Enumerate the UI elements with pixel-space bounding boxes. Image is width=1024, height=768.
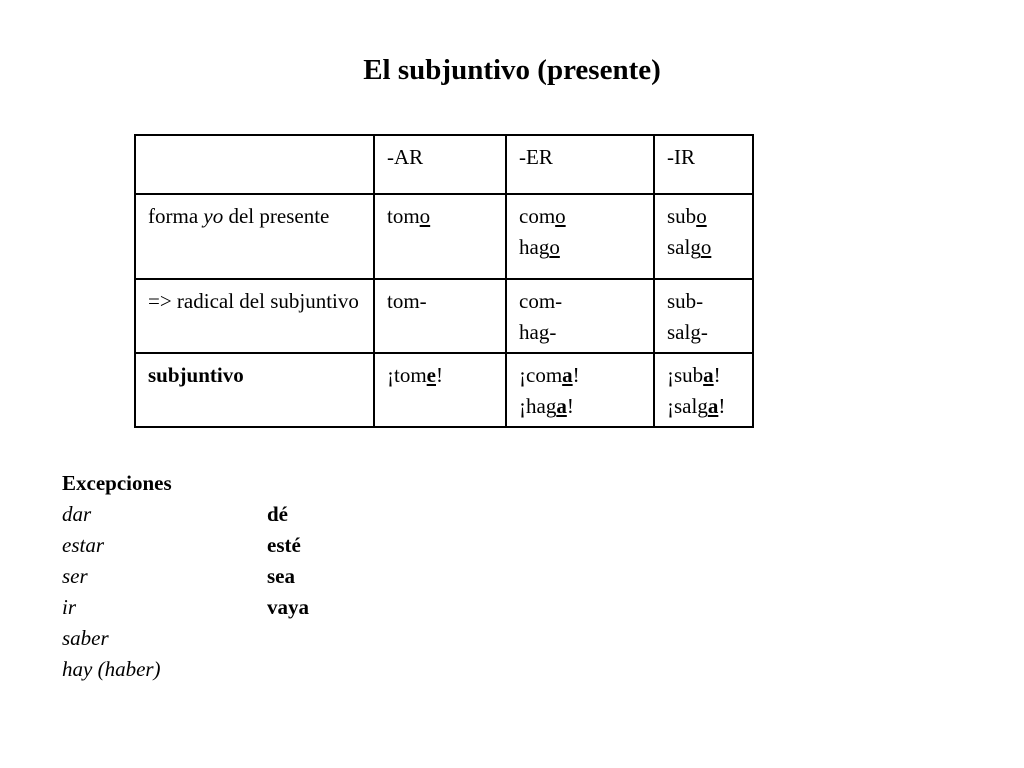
cell-yo-ir <box>654 194 753 279</box>
word-suba <box>667 360 740 391</box>
prefix: ¡tom <box>387 363 427 387</box>
cell-subj-ir <box>654 353 753 427</box>
table-row-radical <box>135 279 753 353</box>
exception-row <box>62 530 309 561</box>
exception-infinitive: dar <box>62 502 92 526</box>
table-header-row <box>135 135 753 194</box>
label-yo-pre: forma <box>148 204 204 228</box>
exception-row <box>62 561 309 592</box>
table-row-subjuntivo <box>135 353 753 427</box>
suffix: ! <box>718 394 726 418</box>
radical-salg: salg- <box>667 320 708 344</box>
ending: a <box>703 363 714 387</box>
label-yo-italic: yo <box>203 204 224 228</box>
word-tomo <box>387 201 493 232</box>
prefix: ¡com <box>519 363 563 387</box>
stem: hag <box>519 235 550 259</box>
table-corner-cell <box>135 135 374 194</box>
ending: o <box>549 235 560 259</box>
stem: salg <box>667 235 701 259</box>
suffix: ! <box>572 363 580 387</box>
ending: e <box>426 363 436 387</box>
exception-infinitive: saber <box>62 626 109 650</box>
exceptions-section <box>62 468 309 685</box>
word-salga <box>667 391 740 422</box>
row-label-yo-form <box>135 194 374 279</box>
prefix: ¡hag <box>519 394 557 418</box>
exception-row <box>62 654 309 685</box>
cell-subj-er <box>506 353 654 427</box>
cell-radical-ar <box>374 279 506 353</box>
ending: a <box>556 394 567 418</box>
ending: o <box>700 235 712 259</box>
prefix: ¡salg <box>667 394 708 418</box>
exceptions-heading: Excepciones <box>62 471 172 495</box>
label-yo-post: del presente <box>223 204 330 228</box>
cell-subj-ar <box>374 353 506 427</box>
word-haga <box>519 391 641 422</box>
word-hago <box>519 232 641 263</box>
suffix: ! <box>436 363 443 387</box>
exception-form: dé <box>267 502 288 526</box>
page-title: El subjuntivo (presente) <box>363 54 661 86</box>
word-salgo <box>667 232 740 263</box>
word-tome <box>387 360 493 391</box>
cell-yo-er <box>506 194 654 279</box>
row-label-radical: => radical del subjuntivo <box>135 279 374 353</box>
exception-infinitive: estar <box>62 533 104 557</box>
cell-yo-ar <box>374 194 506 279</box>
ending: o <box>555 204 566 228</box>
word-como <box>519 201 641 232</box>
exception-row <box>62 623 309 654</box>
radical-hag: hag- <box>519 320 557 344</box>
radical-tom: tom- <box>387 289 427 313</box>
stem: sub <box>667 204 697 228</box>
radical-sub: sub- <box>667 289 704 313</box>
table-row-yo-form <box>135 194 753 279</box>
exception-form: esté <box>267 533 301 557</box>
stem: com <box>519 204 556 228</box>
stem: tom <box>387 204 420 228</box>
radical-com: com- <box>519 289 563 313</box>
conjugation-table <box>134 134 754 428</box>
exception-form: sea <box>267 564 295 588</box>
exception-infinitive: ser <box>62 564 88 588</box>
prefix: ¡sub <box>667 363 704 387</box>
suffix: ! <box>713 363 721 387</box>
exception-infinitive: ir <box>62 595 77 619</box>
exception-row <box>62 592 309 623</box>
header-ir: -IR <box>654 135 753 194</box>
suffix: ! <box>566 394 574 418</box>
exception-infinitive: hay (haber) <box>62 657 161 681</box>
header-er: -ER <box>506 135 654 194</box>
word-subo <box>667 201 740 232</box>
exception-row <box>62 499 309 530</box>
cell-radical-er <box>506 279 654 353</box>
ending: o <box>696 204 707 228</box>
ending: a <box>562 363 573 387</box>
row-label-subjuntivo: subjuntivo <box>135 353 374 427</box>
ending: a <box>707 394 719 418</box>
exception-form: vaya <box>267 595 309 619</box>
word-coma <box>519 360 641 391</box>
cell-radical-ir <box>654 279 753 353</box>
header-ar: -AR <box>374 135 506 194</box>
ending: o <box>419 204 431 228</box>
